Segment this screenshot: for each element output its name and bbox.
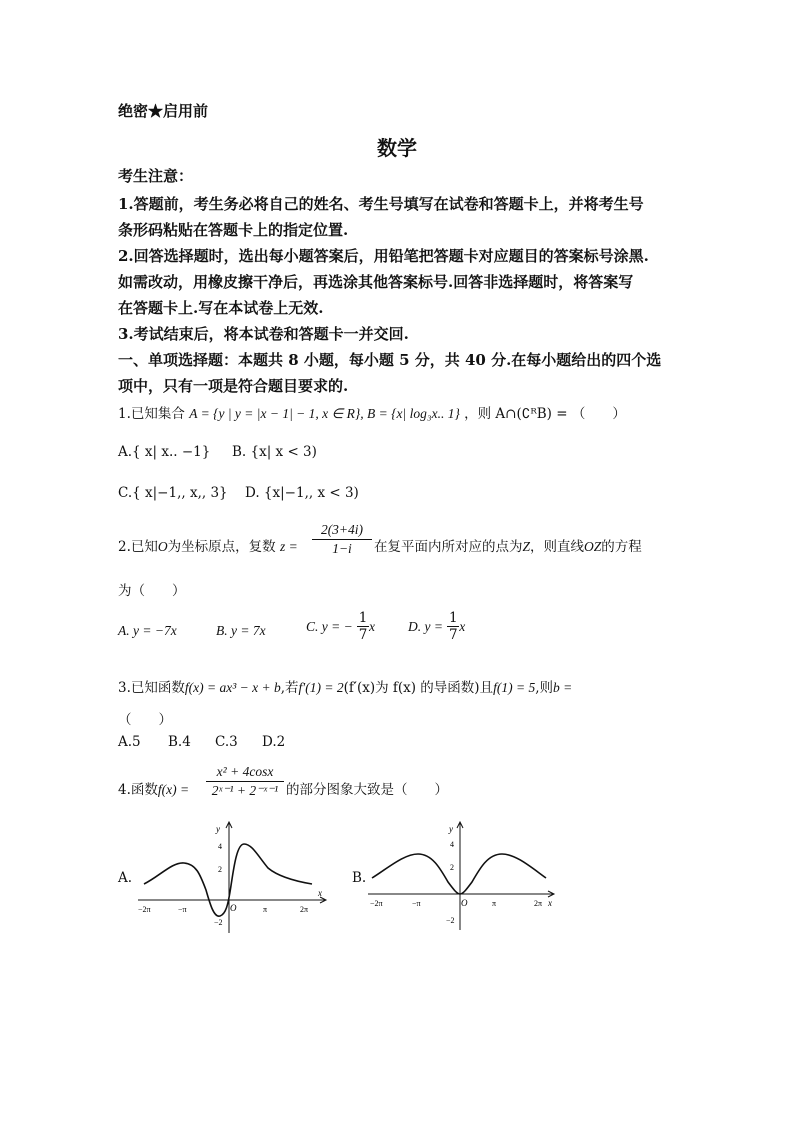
q2-o: O <box>157 539 168 554</box>
q4-suffix: 的部分图象大致是（ ） <box>286 782 448 798</box>
q2-frac-x: x <box>459 618 466 634</box>
q2-z: Z <box>522 539 531 554</box>
q2-option-d-frac <box>447 610 459 643</box>
graph-b-tick-2pi: 2π <box>534 899 543 908</box>
notice-line: 3.考试结束后，将本试卷和答题卡一并交回. <box>118 325 409 343</box>
q2-numerator: 2(3+4i) <box>312 522 372 540</box>
q3-mid3: ,则 <box>535 680 553 696</box>
q1-set-b: , B = {x| log₃x.. 1} <box>360 406 460 421</box>
question-2 <box>118 535 298 555</box>
q1-suffix: ，则 A∩(∁ᴿB) = （ ） <box>464 406 626 422</box>
q2-option-c-text: C. y = − <box>306 618 353 634</box>
q3-f1: f(1) = 5 <box>493 680 536 695</box>
notice-line: 如需改动，用橡皮擦干净后，再选涂其他答案标号.回答非选择题时，将答案写 <box>118 273 634 291</box>
q4-prefix: 4.函数 <box>118 782 158 798</box>
q3-b-eq: b = <box>553 680 573 695</box>
q2-mid2: 在复平面内所对应的点为 <box>374 539 523 555</box>
notice-line: 条形码粘贴在答题卡上的指定位置. <box>118 221 349 239</box>
graph-b-x-label: x <box>548 898 552 908</box>
q3-mid2: (f′(x)为 f(x) 的导函数)且 <box>343 680 494 696</box>
q2-oz: OZ <box>584 539 602 554</box>
graph-b-label: B. <box>352 870 367 886</box>
graph-a-y-label: y <box>216 824 220 834</box>
q4-numerator: x² + 4cosx <box>206 764 284 782</box>
q2-frac-x: x <box>369 618 376 634</box>
notice-line: 在答题卡上.写在本试卷上无效. <box>118 299 324 317</box>
q1-option-b: B. {x| x < 3) <box>232 444 317 460</box>
graph-a-tick-neg2pi: −2π <box>138 905 151 914</box>
graph-a-label: A. <box>118 870 133 886</box>
notice-line: 2.回答选择题时，选出每小题答案后，用铅笔把答题卡对应题目的答案标号涂黑. <box>118 247 649 265</box>
graph-a-tick-pi: π <box>263 905 268 914</box>
q4-fraction <box>206 764 284 799</box>
q2-fraction <box>312 522 372 557</box>
q1-option-d: D. {x|−1,, x < 3) <box>245 485 359 501</box>
graph-a-x-label: x <box>318 888 322 898</box>
q2-mid1: 为坐标原点，复数 <box>167 539 276 555</box>
q2-frac-num: 1 <box>448 610 458 626</box>
q1-prefix: 1.已知集合 <box>118 406 185 422</box>
section-heading-cont: 项中，只有一项是符合题目要求的. <box>118 377 349 395</box>
notice-line: 1.答题前，考生务必将自己的姓名、考生号填写在试卷和答题卡上，并将考生号 <box>118 195 644 213</box>
graph-b-tick-pi: π <box>492 899 497 908</box>
q2-denominator: 1−i <box>332 541 352 556</box>
q2-mid3: ，则直线 <box>530 539 585 555</box>
graph-a-tick-neg2: −2 <box>214 918 223 927</box>
q3-option-b: B.4 <box>168 734 191 750</box>
graph-a-origin: O <box>230 903 237 913</box>
q1-option-c: C.{ x|−1,, x,, 3} <box>118 485 228 501</box>
graph-a-tick-2: 2 <box>218 865 222 874</box>
q3-cond: f′(1) = 2 <box>298 680 344 695</box>
q2-option-c <box>306 610 375 643</box>
confidential-label: 绝密★启用前 <box>118 102 209 120</box>
graph-a-curve <box>144 844 312 916</box>
q2-option-d <box>408 610 465 643</box>
notice-heading: 考生注意： <box>118 167 194 185</box>
graph-a-tick-4: 4 <box>218 842 222 851</box>
graph-b-origin: O <box>461 898 468 908</box>
q3-f-def: f(x) = ax³ − x + b <box>184 680 281 695</box>
graph-b-curve <box>372 854 546 894</box>
q2-z-eq: z = <box>279 539 298 554</box>
graph-a <box>130 818 330 938</box>
graph-b-tick-neg2: −2 <box>446 916 455 925</box>
graph-b <box>364 818 564 938</box>
q3-option-a: A.5 <box>118 734 141 750</box>
graph-a-tick-negpi: −π <box>178 905 187 914</box>
q2-cont <box>374 535 642 555</box>
q2-frac-den: 7 <box>448 627 458 643</box>
q3-line2: （ ） <box>118 712 172 728</box>
q2-frac-den: 7 <box>358 627 368 643</box>
q3-mid1: ,若 <box>280 680 299 696</box>
q2-line2: 为（ ） <box>118 583 186 599</box>
q4-denominator: 2ˣ⁻¹ + 2⁻ˣ⁻¹ <box>211 783 279 798</box>
q3-option-d: D.2 <box>262 734 286 750</box>
q2-frac-num: 1 <box>358 610 368 626</box>
question-4 <box>118 778 189 798</box>
page-title: 数学 <box>377 136 417 160</box>
q2-option-b: B. y = 7x <box>216 623 266 638</box>
graph-b-tick-negpi: −π <box>412 899 421 908</box>
q2-option-a: A. y = −7x <box>118 623 177 638</box>
graph-b-tick-4: 4 <box>450 840 454 849</box>
graph-b-tick-neg2pi: −2π <box>370 899 383 908</box>
section-heading: 一、单项选择题：本题共 8 小题，每小题 5 分，共 40 分.在每小题给出的四个选 <box>118 351 662 369</box>
q2-option-c-frac <box>357 610 369 643</box>
question-3 <box>118 676 572 696</box>
q1-set-a: A = {y | y = |x − 1| − 1, x ∈ R} <box>189 406 361 421</box>
q2-mid4: 的方程 <box>601 539 642 555</box>
q1-option-a: A.{ x| x.. −1} <box>118 444 211 460</box>
graph-b-y-label: y <box>449 824 453 834</box>
q2-option-d-text: D. y = <box>408 618 443 634</box>
q4-f-eq: f(x) = <box>157 782 190 797</box>
graph-b-tick-2: 2 <box>450 863 454 872</box>
q3-prefix: 3.已知函数 <box>118 680 185 696</box>
graph-a-tick-2pi: 2π <box>300 905 309 914</box>
q2-prefix: 2.已知 <box>118 539 158 555</box>
q3-option-c: C.3 <box>215 734 238 750</box>
question-1 <box>118 402 626 422</box>
